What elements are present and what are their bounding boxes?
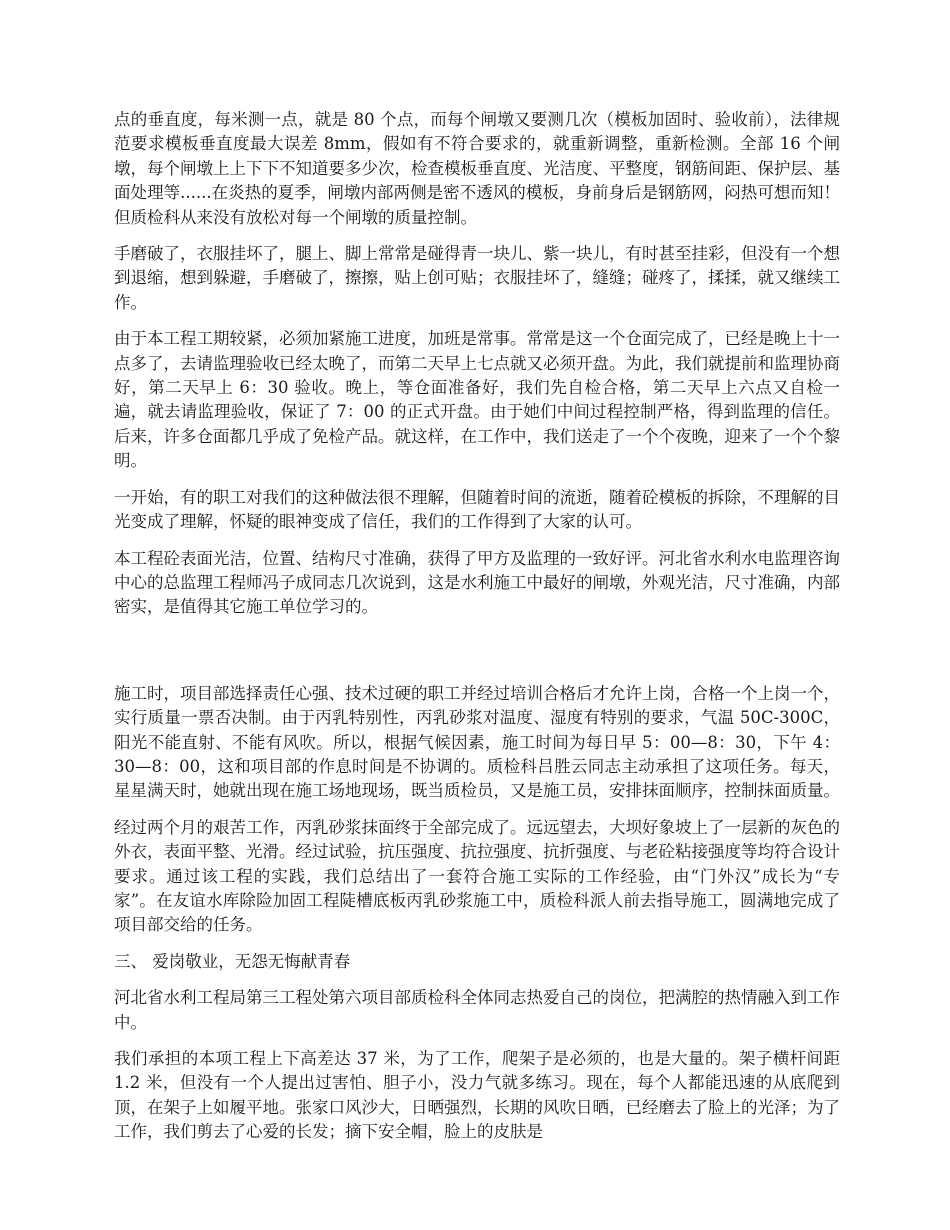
- paragraph: 由于本工程工期较紧，必须加紧施工进度，加班是常事。常常是这一个仓面完成了，已经是晚上十一点多了，去请监理验收已经太晚了，而第二天早上七点就又必须开盘。为此，我们就提前和监理协商好，第二天早上 6：30 验收。晚上，等仓面准备好，我们先自检合格，第二天早上六点又自检一遍，就去请监理验收，保证了 7：00 的正式开盘。由于她们中间过程控制严格，得到监理的信任。后来，许多仓面都几乎成了免检产品。就这样，在工作中，我们送走了一个个夜晚，迎来了一个个黎明。: [114, 329, 840, 471]
- paragraph: 本工程砼表面光洁，位置、结构尺寸准确，获得了甲方及监理的一致好评。河北省水利水电监理咨询中心的总监理工程师冯子成同志几次说到，这是水利施工中最好的闸墩，外观光洁，尺寸准确，内部密实，是值得其它施工单位学习的。: [114, 548, 840, 617]
- paragraph: 手磨破了，衣服挂坏了，腿上、脚上常常是碰得青一块儿、紫一块儿，有时甚至挂彩，但没有一个想到退缩，想到躲避，手磨破了，擦擦，贴上创可贴；衣服挂坏了，缝缝；碰疼了，揉揉，就又继续工作。: [114, 244, 840, 312]
- paragraph: 河北省水利工程局第三工程处第六项目部质检科全体同志热爱自己的岗位，把满腔的热情融入到工作中。: [114, 988, 840, 1032]
- paragraph: 经过两个月的艰苦工作，丙乳砂浆抹面终于全部完成了。远远望去，大坝好象坡上了一层新的灰色的外衣，表面平整、光滑。经过试验，抗压强度、抗拉强度、抗折强度、与老砼粘接强度等均符合设计要求。通过该工程的实践，我们总结出了一套符合施工实际的工作经验，由“门外汉”成长为“专家”。在友谊水库除险加固工程陡槽底板丙乳砂浆施工中，质检科派人前去指导施工，圆满地完成了项目部交给的任务。: [114, 817, 840, 935]
- section-gap: [114, 632, 840, 682]
- paragraph: 点的垂直度，每米测一点，就是 80 个点，而每个闸墩又要测几次（模板加固时、验收前），法律规范要求模板垂直度最大误差 8mm，假如有不符合要求的，就重新调整，重新检测。全部 16 个闸墩，每个闸墩上上下下不知道要多少次，检查模板垂直度、光洁度、平整度，钢筋间距、保护层、基面处理等......在炎热的夏季，闸墩内部两侧是密不透风的模板，身前身后是钢筋网，闷热可想而知！但质检科从来没有放松对每一个闸墩的质量控制。: [114, 110, 840, 227]
- paragraph: 一开始，有的职工对我们的这种做法很不理解，但随着时间的流逝，随着砼模板的拆除，不理解的目光变成了理解，怀疑的眼神变成了信任，我们的工作得到了大家的认可。: [114, 487, 840, 532]
- paragraph: 我们承担的本项工程上下高差达 37 米，为了工作，爬架子是必须的，也是大量的。架子横杆间距 1.2 米，但没有一个人提出过害怕、胆子小，没力气就多练习。现在，每个人都能迅速的从底爬到顶，在架子上如履平地。张家口风沙大，日晒强烈，长期的风吹日晒，已经磨去了脸上的光泽；为了工作，我们剪去了心爱的长发；摘下安全帽，脸上的皮肤是: [114, 1049, 840, 1142]
- paragraph: 施工时，项目部选择责任心强、技术过硬的职工并经过培训合格后才允许上岗，合格一个上岗一个，实行质量一票否决制。由于丙乳特别性，丙乳砂浆对温度、湿度有特别的要求，气温 50C-300C，阳光不能直射、不能有风吹。所以，根据气候因素，施工时间为每日早 5：00—8：30，下午 4：30—8：00，这和项目部的作息时间是不协调的。质检科吕胜云同志主动承担了这项任务。每天，星星满天时，她就出现在施工场地现场，既当质检员，又是施工员，安排抹面顺序，控制抹面质量。: [114, 683, 840, 801]
- section-heading: 三、 爱岗敬业，无怨无悔献青春: [114, 951, 351, 971]
- document-page: [114, 108, 840, 1157]
